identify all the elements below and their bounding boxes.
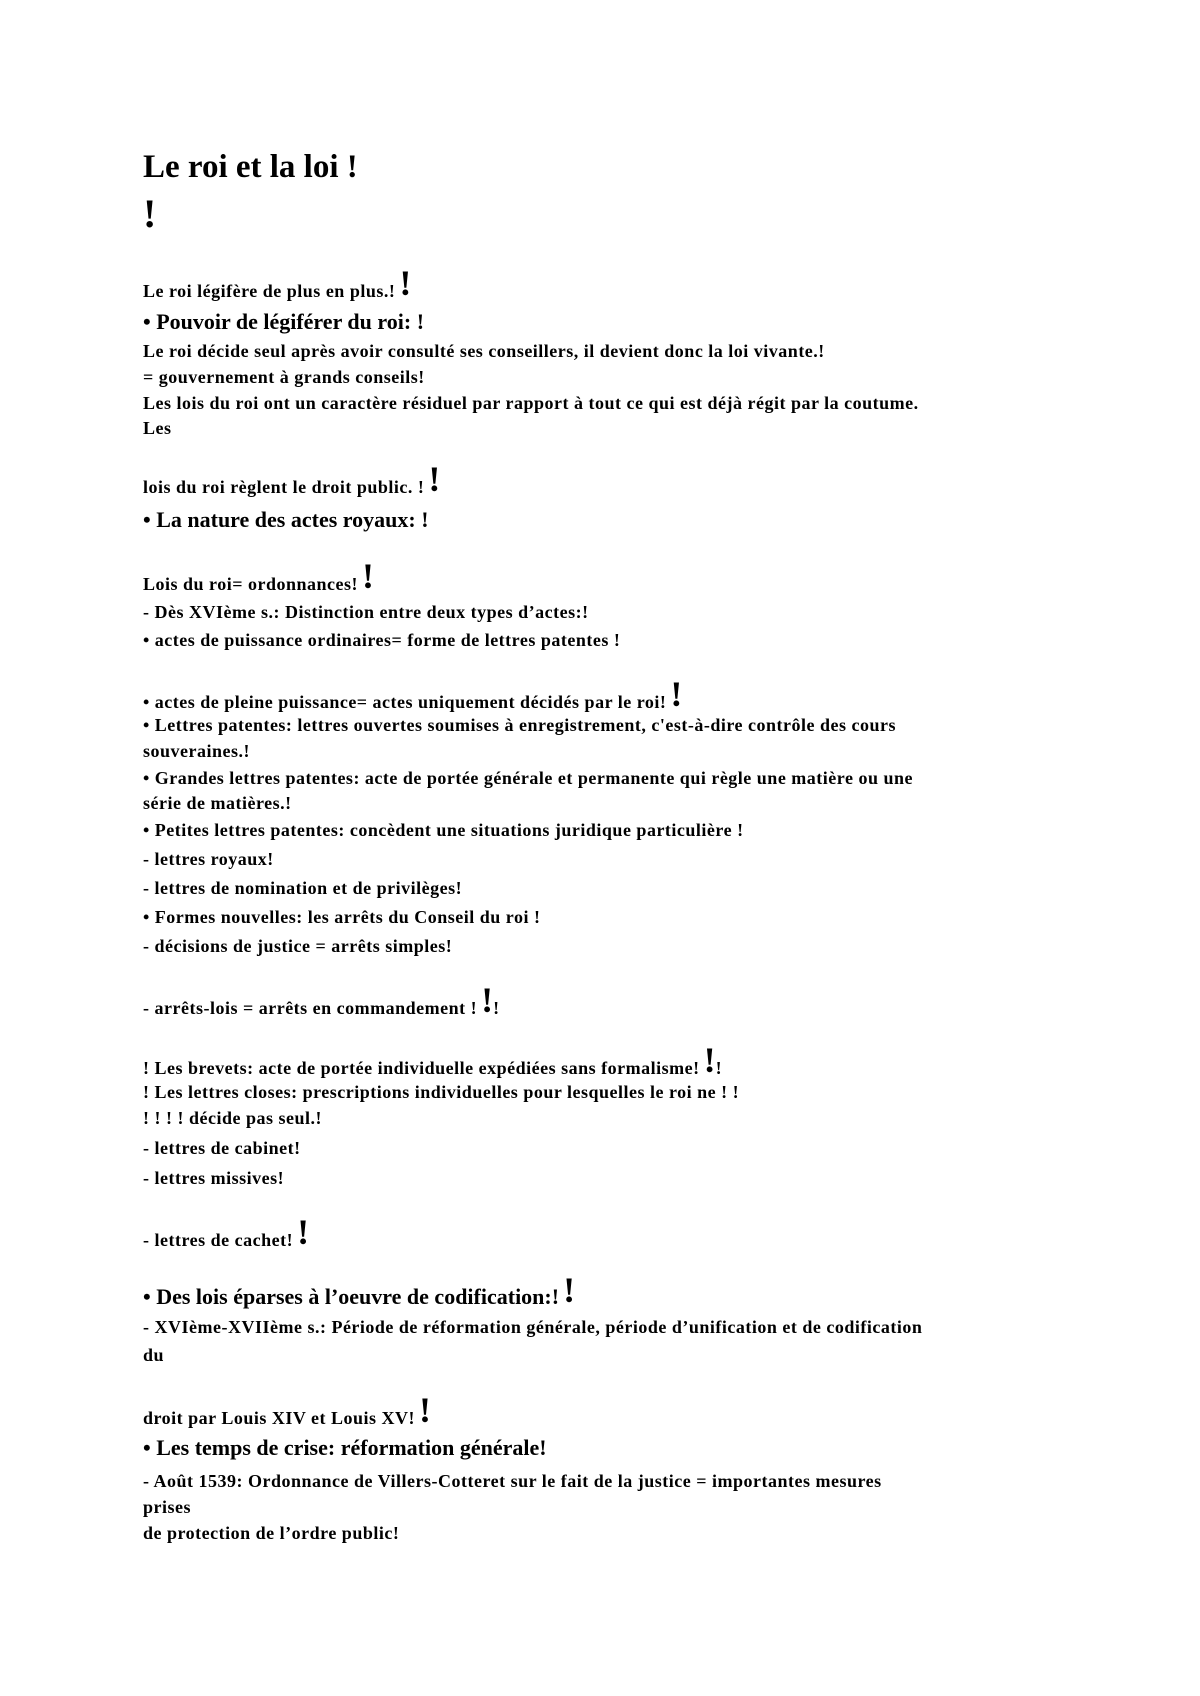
doc-line: - lettres missives!	[143, 1168, 285, 1188]
doc-line: Le roi décide seul après avoir consulté ses conseillers, il devient donc la loi vivante.!	[143, 341, 825, 361]
doc-line: • Lettres patentes: lettres ouvertes soumises à enregistrement, c'est-à-dire contrôle des cours	[143, 715, 896, 735]
section-heading: • Des lois éparses à l’oeuvre de codification:! !	[143, 1270, 576, 1310]
doc-line: • Formes nouvelles: les arrêts du Conseil du roi !	[143, 907, 541, 927]
doc-line: droit par Louis XIV et Louis XV! !	[143, 1390, 432, 1430]
section-heading: • La nature des actes royaux: !	[143, 507, 429, 532]
page-title: Le roi et la loi !	[143, 149, 358, 185]
doc-line: • actes de pleine puissance= actes uniquement décidés par le roi! !	[143, 674, 683, 714]
doc-line: ! Les brevets: acte de portée individuelle expédiées sans formalisme! !!	[143, 1040, 723, 1080]
doc-line: - décisions de justice = arrêts simples!	[143, 936, 453, 956]
doc-line: - lettres de cabinet!	[143, 1138, 301, 1158]
doc-line: ! ! ! ! décide pas seul.!	[143, 1108, 322, 1128]
doc-line: série de matières.!	[143, 793, 292, 813]
doc-line: - lettres de nomination et de privilèges!	[143, 878, 463, 898]
title-exclamation: !	[143, 191, 157, 236]
doc-line: Les	[143, 418, 172, 438]
section-heading: • Pouvoir de légiférer du roi: !	[143, 309, 425, 334]
doc-line: ! Les lettres closes: prescriptions individuelles pour lesquelles le roi ne ! !	[143, 1082, 740, 1102]
doc-line: souveraines.!	[143, 741, 250, 761]
doc-line: = gouvernement à grands conseils!	[143, 367, 425, 387]
doc-line: prises	[143, 1497, 191, 1517]
doc-line: - Août 1539: Ordonnance de Villers-Cotteret sur le fait de la justice = importantes mesures	[143, 1471, 882, 1491]
doc-line: Les lois du roi ont un caractère résiduel par rapport à tout ce qui est déjà régit par la coutume.	[143, 393, 919, 413]
doc-line: Le roi légifère de plus en plus.! !	[143, 263, 412, 303]
doc-line: - XVIème-XVIIème s.: Période de réformation générale, période d’unification et de codification	[143, 1317, 923, 1337]
doc-line: - lettres royaux!	[143, 849, 274, 869]
doc-line: - lettres de cachet! !	[143, 1212, 310, 1252]
doc-line: - Dès XVIème s.: Distinction entre deux types d’actes:!	[143, 602, 589, 622]
doc-line: Lois du roi= ordonnances! !	[143, 556, 374, 596]
doc-line: • Grandes lettres patentes: acte de portée générale et permanente qui règle une matière ou une	[143, 768, 913, 788]
doc-line: • Petites lettres patentes: concèdent une situations juridique particulière !	[143, 820, 744, 840]
doc-line: du	[143, 1345, 165, 1365]
doc-line: de protection de l’ordre public!	[143, 1523, 400, 1543]
section-heading: • Les temps de crise: réformation générale!	[143, 1435, 547, 1460]
doc-line: lois du roi règlent le droit public. ! !	[143, 459, 441, 499]
doc-line: - arrêts-lois = arrêts en commandement ! !!	[143, 980, 500, 1020]
doc-line: • actes de puissance ordinaires= forme de lettres patentes !	[143, 630, 621, 650]
